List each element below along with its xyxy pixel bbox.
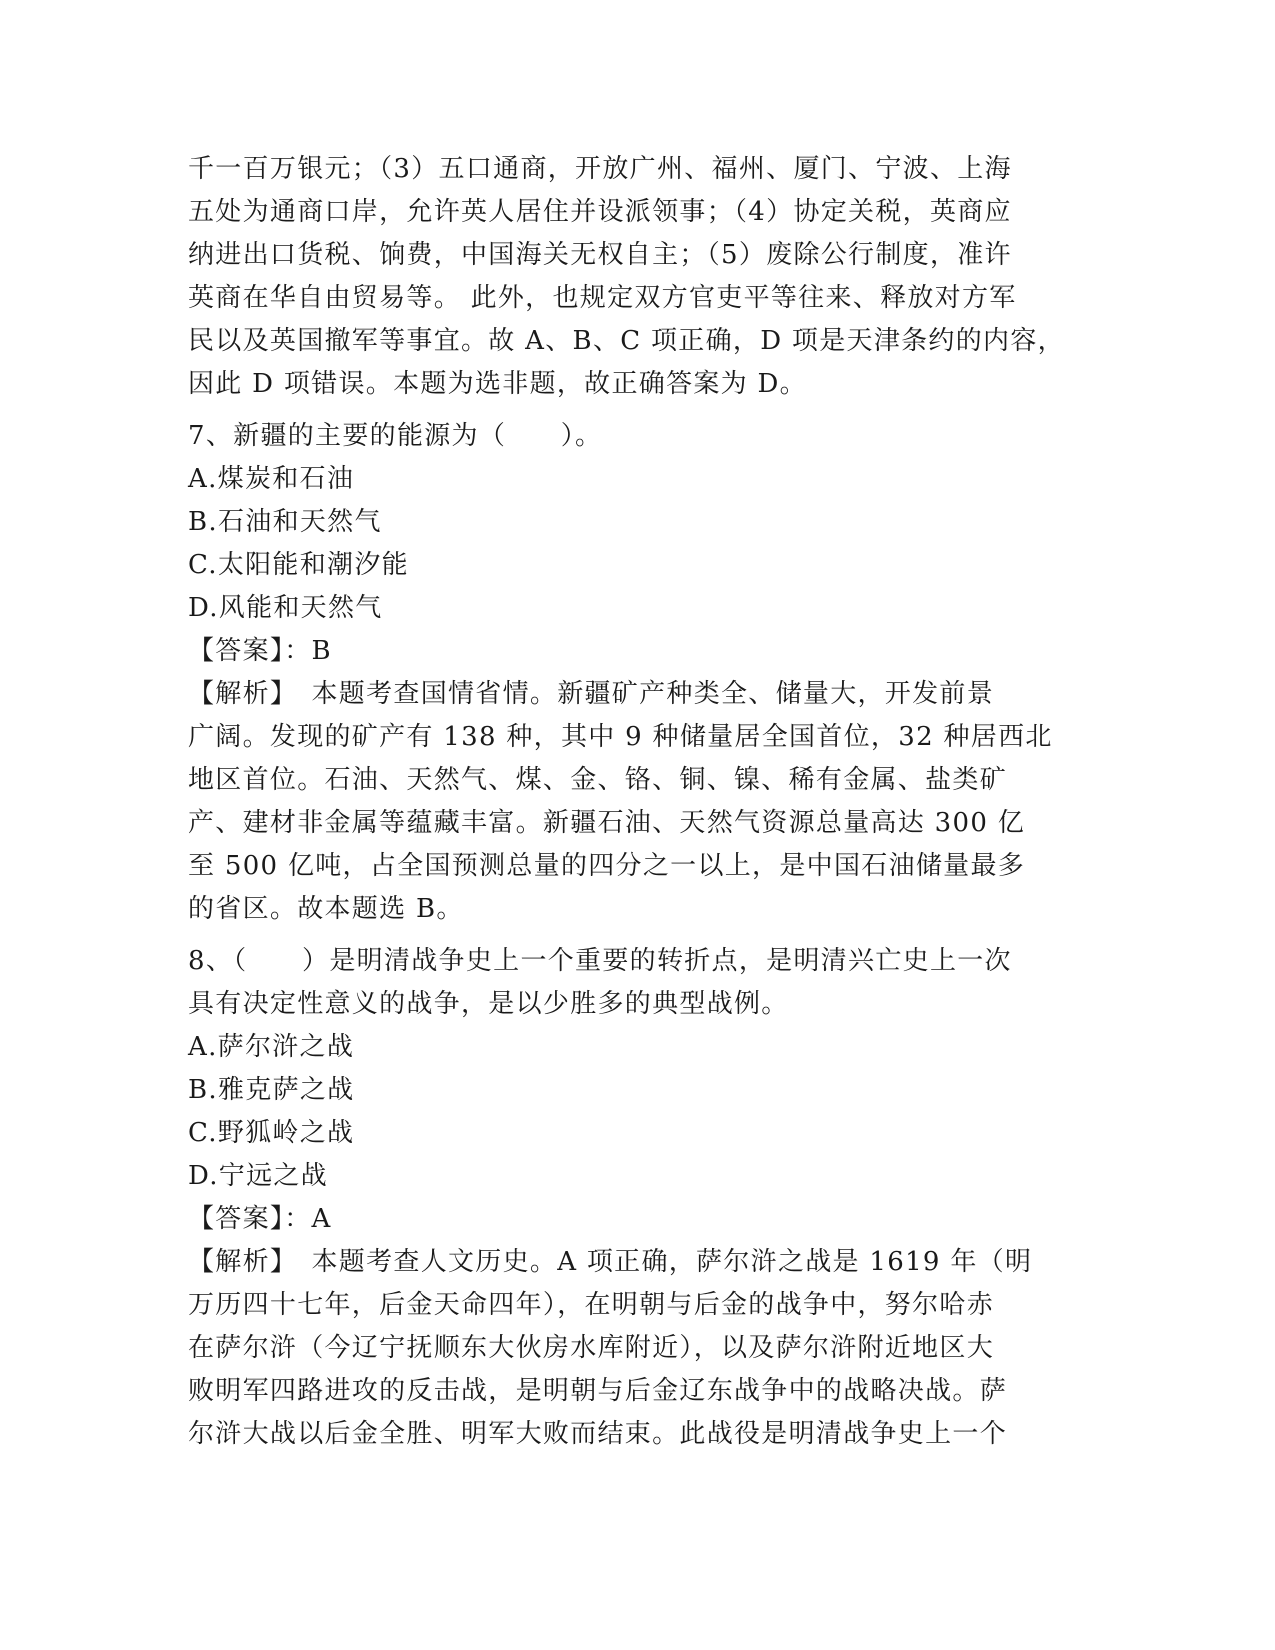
explanation-line: 广阔。发现的矿产有 138 种，其中 9 种储量居全国首位，32 种居西北 — [188, 722, 1053, 752]
option-c: C.太阳能和潮汐能 — [188, 550, 409, 580]
explanation-line: 败明军四路进攻的反击战，是明朝与后金辽东战争中的战略决战。萨 — [188, 1376, 1008, 1406]
explanation-line: 【解析】 本题考查人文历史。A 项正确，萨尔浒之战是 1619 年（明 — [188, 1247, 1033, 1277]
option-c: C.野狐岭之战 — [188, 1118, 355, 1148]
explanation-line: 尔浒大战以后金全胜、明军大败而结束。此战役是明清战争史上一个 — [188, 1419, 1008, 1449]
explanation-line: 万历四十七年，后金天命四年），在明朝与后金的战争中，努尔哈赤 — [188, 1290, 995, 1320]
option-a: A.煤炭和石油 — [188, 464, 355, 494]
text-line: 千一百万银元；（3）五口通商，开放广州、福州、厦门、宁波、上海 — [188, 154, 1012, 184]
question-text: 8、（ ）是明清战争史上一个重要的转折点，是明清兴亡史上一次 — [188, 946, 1012, 976]
answer-line: 【答案】：A — [188, 1204, 332, 1234]
option-a: A.萨尔浒之战 — [188, 1032, 355, 1062]
text-line: 英商在华自由贸易等。 此外，也规定双方官吏平等往来、释放对方军 — [188, 283, 1017, 313]
explanation-line: 【解析】 本题考查国情省情。新疆矿产种类全、储量大，开发前景 — [188, 679, 995, 709]
question-text: 具有决定性意义的战争，是以少胜多的典型战例。 — [188, 989, 789, 1019]
explanation-line: 在萨尔浒（今辽宁抚顺东大伙房水库附近），以及萨尔浒附近地区大 — [188, 1333, 995, 1363]
option-d: D.宁远之战 — [188, 1161, 328, 1191]
text-line: 五处为通商口岸，允许英人居住并设派领事；（4）协定关税，英商应 — [188, 197, 1012, 227]
explanation-line: 地区首位。石油、天然气、煤、金、铬、铜、镍、稀有金属、盐类矿 — [188, 765, 1008, 795]
explanation-line: 的省区。故本题选 B。 — [188, 894, 464, 924]
answer-line: 【答案】：B — [188, 636, 332, 666]
text-line: 因此 D 项错误。本题为选非题，故正确答案为 D。 — [188, 369, 807, 399]
question-text: 7、新疆的主要的能源为（ ）。 — [188, 421, 603, 451]
option-b: B.雅克萨之战 — [188, 1075, 355, 1105]
q6-explanation-continued — [188, 148, 1088, 406]
text-line: 纳进出口货税、饷费，中国海关无权自主；（5）废除公行制度，准许 — [188, 240, 1012, 270]
document-page — [188, 148, 1088, 1456]
option-b: B.石油和天然气 — [188, 507, 382, 537]
explanation-line: 产、建材非金属等蕴藏丰富。新疆石油、天然气资源总量高达 300 亿 — [188, 808, 1026, 838]
question-7 — [188, 415, 1088, 931]
question-8 — [188, 940, 1088, 1456]
text-line: 民以及英国撤军等事宜。故 A、B、C 项正确，D 项是天津条约的内容， — [188, 326, 1065, 356]
option-d: D.风能和天然气 — [188, 593, 383, 623]
explanation-line: 至 500 亿吨，占全国预测总量的四分之一以上，是中国石油储量最多 — [188, 851, 1026, 881]
